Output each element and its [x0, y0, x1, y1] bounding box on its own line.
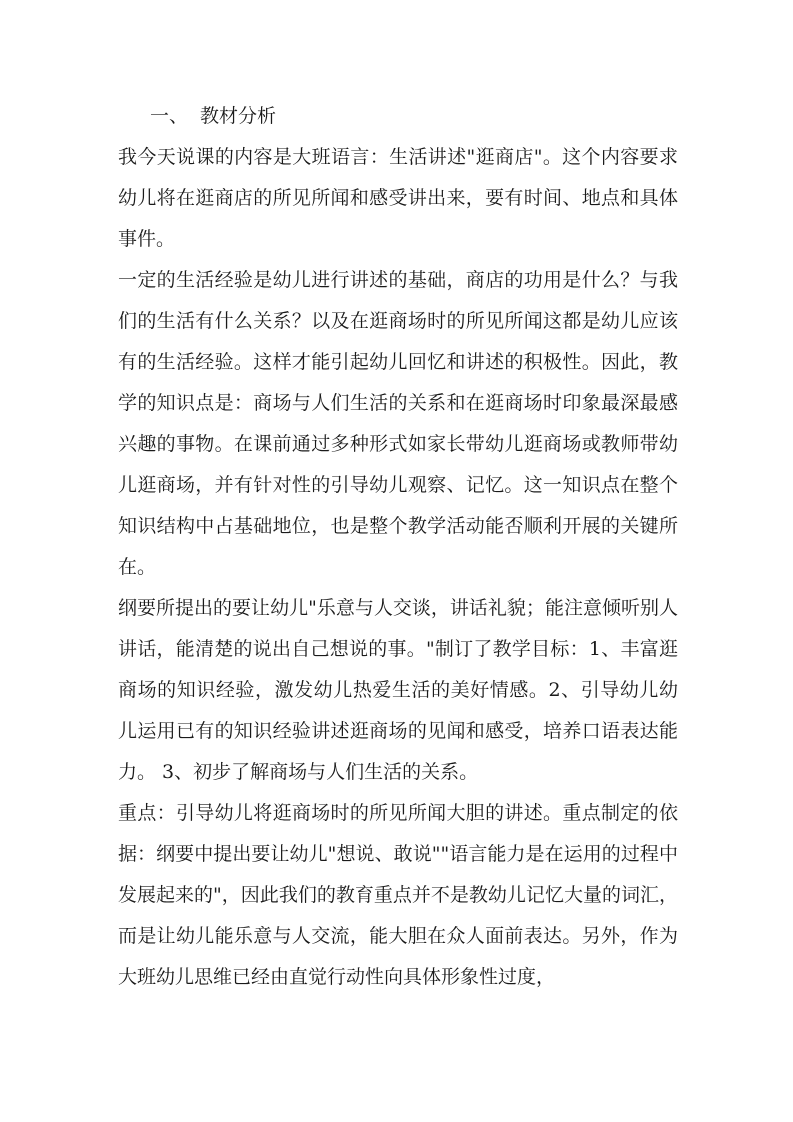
paragraph-intro: 我今天说课的内容是大班语言：生活讲述"逛商店"。这个内容要求幼儿将在逛商店的所见所闻和感受讲出来，要有时间、地点和具体事件。 — [118, 146, 678, 250]
section-number: 一、 — [150, 105, 189, 127]
section-heading — [118, 96, 678, 137]
document-body — [118, 96, 678, 998]
paragraph-knowledge-point: 一定的生活经验是幼儿进行讲述的基础，商店的功用是什么？与我们的生活有什么关系？以及在逛商场时的所见所闻这都是幼儿应该有的生活经验。这样才能引起幼儿回忆和讲述的积极性。因此，教学的知识点是：商场与人们生活的关系和在逛商场时印象最深最感兴趣的事物。在课前通过多种形式如家长带幼儿逛商场或教师带幼儿逛商场，并有针对性的引导幼儿观察、记忆。这一知识点在整个知识结构中占基础地位，也是整个教学活动能否顺利开展的关键所在。 — [118, 269, 678, 578]
paragraph-teaching-goals: 纲要所提出的要让幼儿"乐意与人交谈，讲话礼貌；能注意倾听别人讲话，能清楚的说出自己想说的事。"制订了教学目标：1、丰富逛商场的知识经验，激发幼儿热爱生活的美好情感。2、引导幼儿幼儿运用已有的知识经验讲述逛商场的见闻和感受，培养口语表达能力。 3、初步了解商场与人们生活的关系。 — [118, 597, 678, 783]
section-title: 教材分析 — [200, 105, 277, 127]
paragraph-key-point: 重点：引导幼儿将逛商场时的所见所闻大胆的讲述。重点制定的依据：纲要中提出要让幼儿"想说、敢说""语言能力是在运用的过程中发展起来的"，因此我们的教育重点并不是教幼儿记忆大量的词汇，而是让幼儿能乐意与人交流，能大胆在众人面前表达。另外，作为大班幼儿思维已经由直觉行动性向具体形象性过度， — [118, 802, 678, 988]
